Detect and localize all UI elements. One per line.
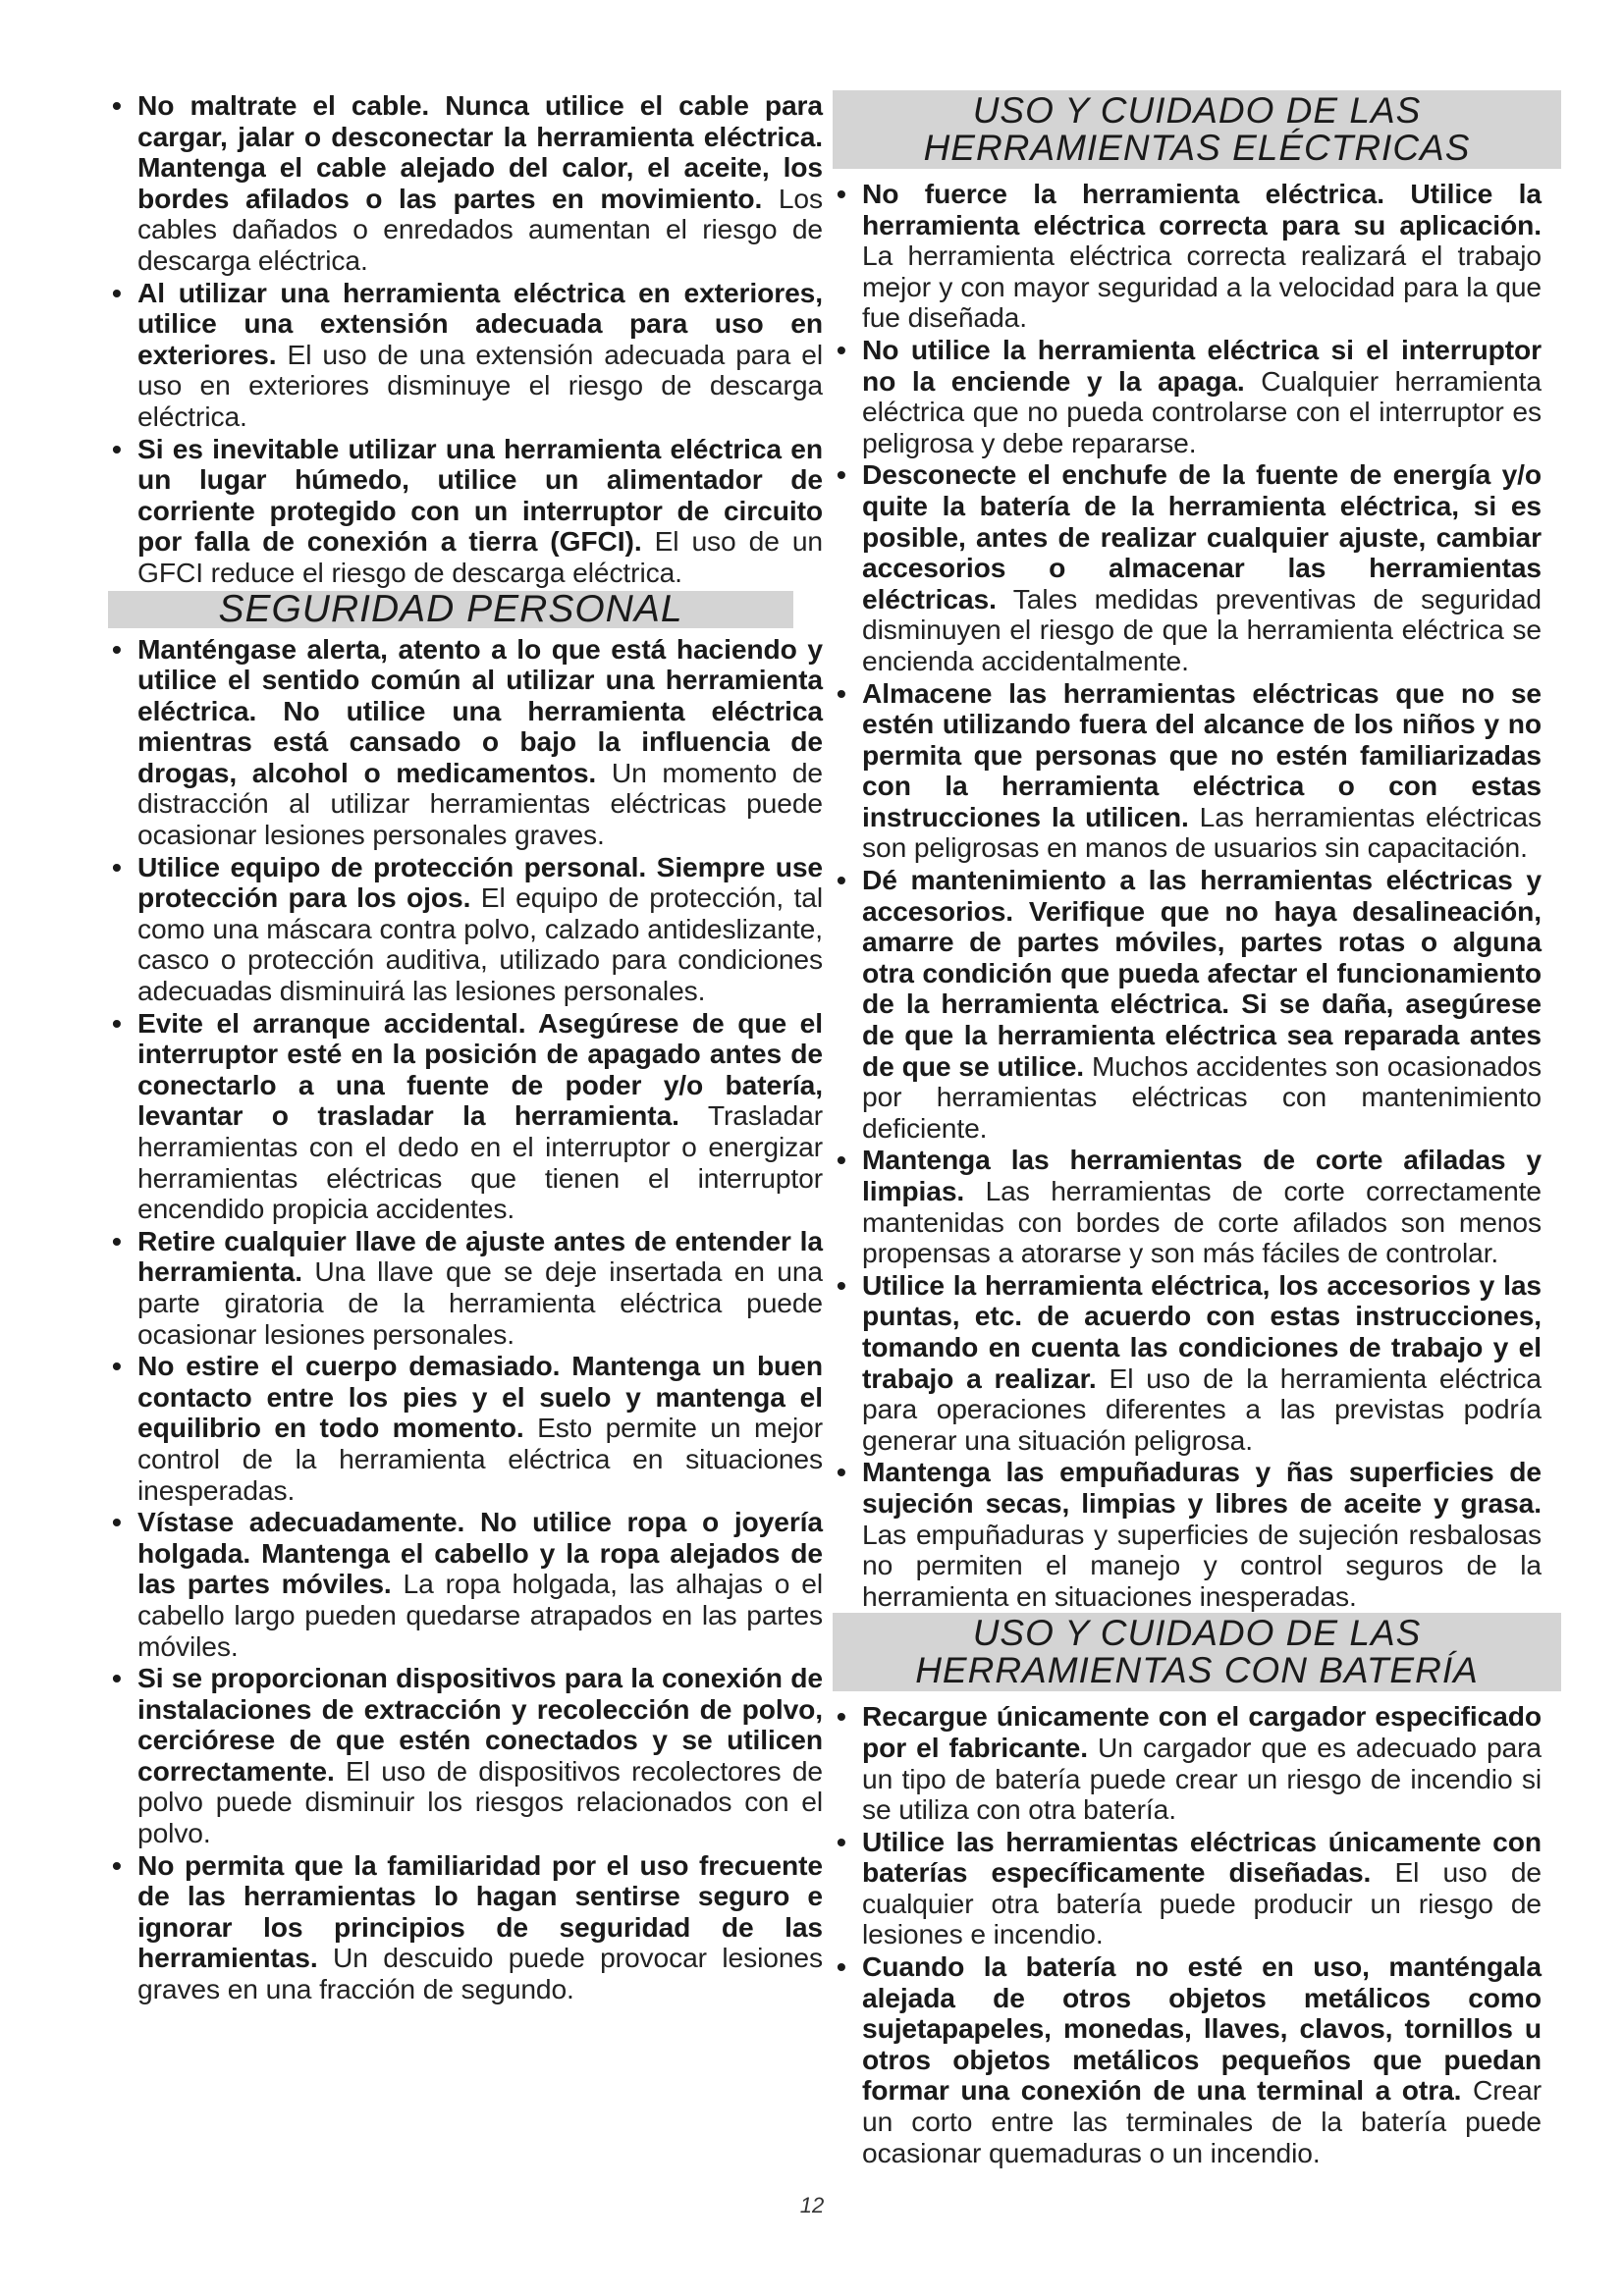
- item-bold-text: Si es inevitable utilizar una herramienta eléctrica en un lugar húmedo, utilice un alimentador de corriente protegido con un interruptor de circuito por falla de conexión a tierra (GFCI).: [137, 432, 823, 558]
- list-item: [833, 335, 1542, 458]
- item-bold-text: Desconecte el enchufe de la fuente de energía y/o quite la batería de la herramienta eléctrica, si es posible, antes de realizar cualquier ajuste, cambiar accesorios o almacenar las herramientas eléctricas.: [862, 458, 1542, 614]
- item-bold-text: Mantenga las herramientas de corte afiladas y limpias.: [862, 1144, 1542, 1206]
- bullet: •: [837, 864, 846, 896]
- bullet: •: [837, 178, 846, 209]
- list-item: [108, 852, 823, 1007]
- item-bold-text: No fuerce la herramienta eléctrica. Utilice la herramienta eléctrica correcta para su aplicación.: [862, 178, 1542, 240]
- item-bold-text: Al utilizar una herramienta eléctrica en exteriores, utilice una extensión adecuada para uso en exteriores.: [137, 276, 823, 370]
- item-bold-text: Almacene las herramientas eléctricas que no se estén utilizando fuera del alcance de los niños y no permita que personas que no estén familiarizadas con la herramienta eléctrica o con estas instrucciones la utilicen.: [862, 676, 1542, 832]
- left-column: [108, 90, 823, 2006]
- bullet: •: [837, 1268, 846, 1301]
- item-bold-text: Dé mantenimiento a las herramientas eléctricas y accesorios. Verifique que no haya desalineación, amarre de partes móviles, partes rotas o alguna otra condición que pueda afectar el funcionamiento de la herramienta eléctrica. Si se daña, asegúrese de que la herramienta eléctrica sea reparada antes de que se utilice.: [862, 864, 1542, 1082]
- item-bold-text: Retire cualquier llave de ajuste antes de entender la herramienta.: [137, 1224, 823, 1288]
- bullet: •: [112, 1506, 122, 1538]
- bullet: •: [112, 1006, 122, 1039]
- right-column: [833, 90, 1542, 2169]
- bullet: •: [837, 458, 846, 491]
- bullet: •: [112, 632, 122, 665]
- item-text: Crear un corto entre las terminales de la batería puede ocasionar quemaduras o un incendio.: [862, 2074, 1542, 2168]
- item-text: Las herramientas eléctricas son peligrosas en manos de usuarios sin capacitación.: [862, 800, 1542, 864]
- section-heading-line: HERRAMIENTAS CON BATERÍA: [915, 1650, 1479, 1691]
- item-bold-text: Evite el arranque accidental. Asegúrese de que el interruptor esté en la posición de apagado antes de conectarlo a una fuente de poder y/o batería, levantar o trasladar la herramienta.: [137, 1006, 823, 1132]
- item-text: El uso de dispositivos recolectores de polvo puede disminuir los riesgos relacionados con el polvo.: [137, 1754, 823, 1849]
- section-heading-line: USO Y CUIDADO DE LAS: [972, 90, 1422, 131]
- item-text: Cualquier herramienta eléctrica que no pueda controlarse con el interruptor es peligrosa y debe repararse.: [862, 364, 1542, 458]
- item-bold-text: No utilice la herramienta eléctrica si el interruptor no la enciende y la apaga.: [862, 333, 1542, 397]
- item-bold-text: Recargue únicamente con el cargador especificado por el fabricante.: [862, 1700, 1542, 1763]
- item-text: Esto permite un mejor control de la herramienta eléctrica en situaciones inesperadas.: [137, 1412, 823, 1506]
- list-item: [833, 1951, 1542, 2168]
- bullet: •: [112, 432, 122, 464]
- item-bold-text: Utilice las herramientas eléctricas únicamente con baterías específicamente diseñadas.: [862, 1825, 1542, 1889]
- bullet: •: [112, 1662, 122, 1694]
- item-text: El uso de cualquier otra batería puede producir un riesgo de lesiones e incendio.: [862, 1856, 1542, 1950]
- list-item: [833, 1457, 1542, 1612]
- item-text: El uso de una extensión adecuada para el uso en exteriores disminuye el riesgo de descarga eléctrica.: [137, 338, 823, 432]
- list-item: [108, 1507, 823, 1662]
- list-item: [833, 865, 1542, 1144]
- bullet: •: [837, 676, 846, 709]
- item-text: El uso de la herramienta eléctrica para operaciones diferentes a las previstas podría generar una situación peligrosa.: [862, 1362, 1542, 1456]
- bullet: •: [837, 1700, 846, 1733]
- bullet: •: [112, 1350, 122, 1382]
- section-heading-herramientas-electricas: [833, 90, 1561, 169]
- item-text: Una llave que se deje insertada en una parte giratoria de la herramienta eléctrica puede ocasionar lesiones personales.: [137, 1255, 823, 1350]
- item-text: Un descuido puede provocar lesiones graves en una fracción de segundo.: [137, 1942, 823, 2005]
- item-bold-text: Utilice la herramienta eléctrica, los accesorios y las puntas, etc. de acuerdo con estas instrucciones, tomando en cuenta las condiciones de trabajo y el trabajo a realizar.: [862, 1268, 1542, 1394]
- item-text: Un momento de distracción al utilizar herramientas eléctricas puede ocasionar lesiones personales graves.: [137, 756, 823, 851]
- list-item: [108, 278, 823, 433]
- item-text: El equipo de protección, tal como una máscara contra polvo, calzado antideslizante, casco o protección auditiva, utilizado para condiciones adecuadas disminuirá las lesiones personales.: [137, 881, 823, 1007]
- item-bold-text: Manténgase alerta, atento a lo que está haciendo y utilice el sentido común al utilizar una herramienta eléctrica. No utilice una herramienta eléctrica mientras está cansado o bajo la influencia de drogas, alcohol o medicamentos.: [137, 632, 823, 788]
- list-item: [108, 90, 823, 277]
- list-item: [108, 434, 823, 589]
- list-item: [108, 1351, 823, 1506]
- bullet: •: [837, 333, 846, 365]
- page-number: 12: [799, 2193, 825, 2217]
- section-heading-seguridad-personal: SEGURIDAD PERSONAL: [108, 591, 793, 628]
- item-text: Muchos accidentes son ocasionados por herramientas eléctricas con mantenimiento deficiente.: [862, 1049, 1543, 1144]
- list-item: [833, 179, 1542, 334]
- list-item: [833, 1701, 1542, 1825]
- item-bold-text: Si se proporcionan dispositivos para la conexión de instalaciones de extracción y recolección de polvo, cerciórese de que estén conectados y se utilicen correctamente.: [137, 1662, 823, 1787]
- item-text: Las herramientas de corte correctamente mantenidas con bordes de corte afilados son menos propensas a atorarse y son más fáciles de controlar.: [862, 1175, 1542, 1269]
- bullet: •: [837, 1144, 846, 1176]
- item-bold-text: No permita que la familiaridad por el uso frecuente de las herramientas lo hagan sentirse seguro e ignorar los principios de seguridad de las herramientas.: [137, 1848, 823, 1974]
- section-heading-line: USO Y CUIDADO DE LAS: [972, 1613, 1422, 1654]
- bullet: •: [112, 1848, 122, 1881]
- list-item: [108, 634, 823, 851]
- item-text: Un cargador que es adecuado para un tipo de batería puede crear un riesgo de incendio si se utiliza con otra batería.: [862, 1731, 1542, 1826]
- item-text: Tales medidas preventivas de seguridad disminuyen el riesgo de que la herramienta eléctrica se encienda accidentalmente.: [862, 582, 1542, 676]
- bullet: •: [112, 89, 122, 121]
- item-bold-text: Utilice equipo de protección personal. Siempre use protección para los ojos.: [137, 850, 823, 914]
- item-text: El uso de un GFCI reduce el riesgo de descarga eléctrica.: [137, 525, 823, 588]
- section-heading-line: HERRAMIENTAS ELÉCTRICAS: [923, 128, 1471, 168]
- item-text: Trasladar herramientas con el dedo en el interruptor o energizar herramientas eléctricas que tienen el interruptor encendido propicia accidentes.: [137, 1099, 823, 1225]
- item-text: La ropa holgada, las alhajas o el cabello largo pueden quedarse atrapados en las partes móviles.: [137, 1568, 823, 1662]
- section-heading-herramientas-con-bateria: [833, 1613, 1561, 1691]
- list-item: [833, 678, 1542, 865]
- item-bold-text: Mantenga las empuñaduras y ñas superficies de sujeción secas, limpias y libres de aceite y grasa.: [862, 1456, 1542, 1519]
- item-text: La herramienta eléctrica correcta realizará el trabajo mejor y con mayor seguridad a la velocidad para la que fue diseñada.: [862, 240, 1542, 334]
- list-item: [833, 1827, 1542, 1950]
- item-text: Los cables dañados o enredados aumentan el riesgo de descarga eléctrica.: [137, 182, 823, 276]
- list-item: [108, 1226, 823, 1350]
- item-bold-text: Cuando la batería no esté en uso, manténgala alejada de otros objetos metálicos como sujetapapeles, monedas, llaves, clavos, tornillos u otros objetos metálicos pequeños que puedan formar una conexión de una terminal a otra.: [862, 1950, 1542, 2107]
- bullet: •: [112, 1224, 122, 1256]
- bullet: •: [837, 1456, 846, 1488]
- list-item: [833, 1145, 1542, 1268]
- item-bold-text: Vístase adecuadamente. No utilice ropa o joyería holgada. Mantenga el cabello y la ropa alejados de las partes móviles.: [137, 1506, 823, 1600]
- item-bold-text: No estire el cuerpo demasiado. Mantenga un buen contacto entre los pies y el suelo y mantenga el equilibrio en todo momento.: [137, 1350, 823, 1444]
- item-bold-text: No maltrate el cable. Nunca utilice el cable para cargar, jalar o desconectar la herramienta eléctrica. Mantenga el cable alejado del calor, el aceite, los bordes afilados o las partes en movimiento.: [137, 89, 823, 214]
- list-item: [108, 1850, 823, 2005]
- item-text: Las empuñaduras y superficies de sujeción resbalosas no permiten el manejo y control seguros de la herramienta en situaciones inesperadas.: [862, 1518, 1542, 1612]
- list-item: [833, 1270, 1542, 1457]
- bullet: •: [112, 276, 122, 308]
- bullet: •: [837, 1950, 846, 1983]
- bullet: •: [837, 1825, 846, 1857]
- list-item: [108, 1663, 823, 1849]
- list-item: [833, 459, 1542, 676]
- list-item: [108, 1008, 823, 1225]
- bullet: •: [112, 850, 122, 882]
